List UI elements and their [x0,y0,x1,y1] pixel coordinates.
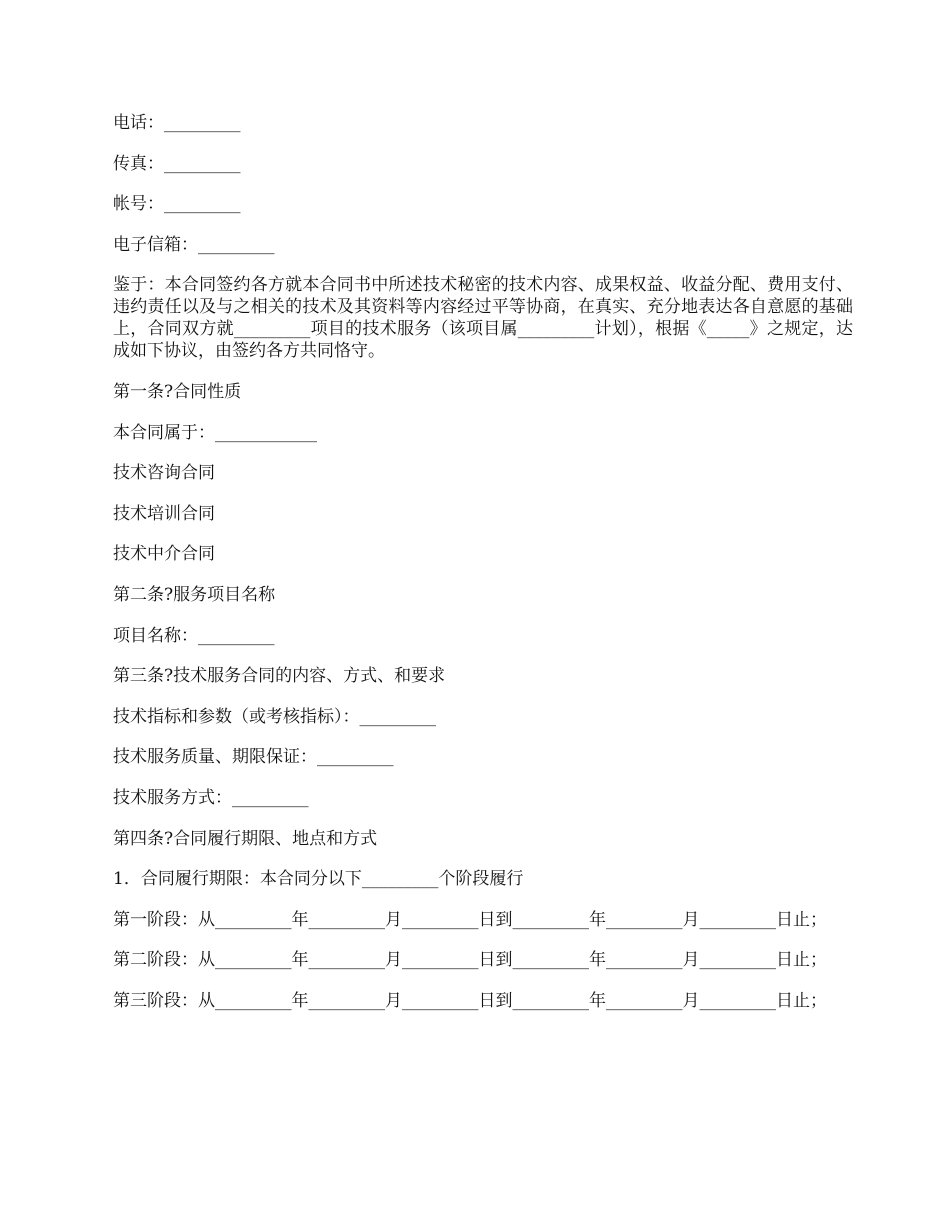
performance-period-line: 1．合同履行期限：本合同分以下_________个阶段履行 [113,869,524,890]
article-3-heading: 第三条?技术服务合同的内容、方式、和要求 [113,666,446,687]
service-method-line: 技术服务方式：_________ [113,787,309,808]
contract-option-consulting: 技术咨询合同 [113,463,215,484]
email-field-line: 电子信箱：_________ [113,234,275,255]
article-1-heading: 第一条?合同性质 [113,381,242,402]
contract-type-line: 本合同属于：____________ [113,422,317,443]
contract-option-intermediary: 技术中介合同 [113,544,215,565]
technical-indicators-line: 技术指标和参数（或考核指标）：_________ [113,706,436,727]
stage-3-line: 第三阶段：从_________年_________月_________日到_________年_________月_________日止； [113,990,827,1011]
project-name-line: 项目名称：_________ [113,625,275,646]
phone-field-line: 电话：_________ [113,113,241,133]
stage-1-line: 第一阶段：从_________年_________月_________日到_________年_________月_________日止； [113,909,827,930]
article-4-heading: 第四条?合同履行期限、地点和方式 [113,828,378,849]
contract-option-training: 技术培训合同 [113,503,215,524]
document-body [113,112,853,1030]
fax-field-line: 传真：_________ [113,153,241,174]
account-field-line: 帐号：_________ [113,194,241,215]
quality-guarantee-line: 技术服务质量、期限保证：_________ [113,747,394,768]
preamble-paragraph: 鉴于：本合同签约各方就本合同书中所述技术秘密的技术内容、成果权益、收益分配、费用支付、违约责任以及与之相关的技术及其资料等内容经过平等协商，在真实、充分地表达各自意愿的基础上，合同双方就_________项目的技术服务（该项目属_________计划），根据《_____》之规定，达成如下协议，由签约各方共同恪守。 [113,275,853,362]
stage-2-line: 第二阶段：从_________年_________月_________日到_________年_________月_________日止； [113,950,827,971]
article-2-heading: 第二条?服务项目名称 [113,584,276,605]
